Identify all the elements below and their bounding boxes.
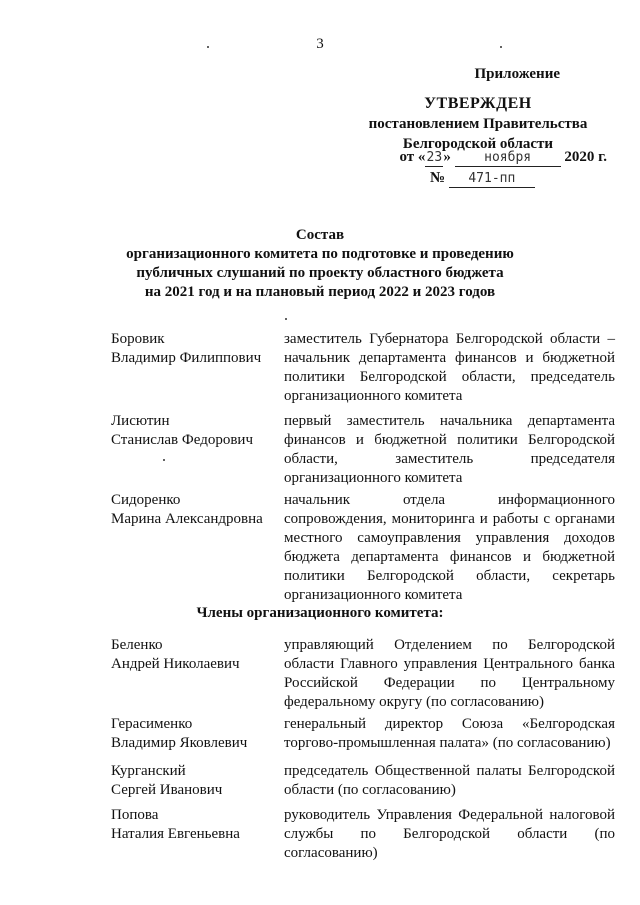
title-line: организационного комитета по подготовке и проведению bbox=[126, 246, 514, 262]
person-name bbox=[111, 806, 276, 844]
scan-speck bbox=[285, 318, 287, 320]
title-line: на 2021 год и на плановый период 2022 и 2023 годов bbox=[144, 284, 496, 300]
date-year: 2020 г. bbox=[564, 149, 607, 165]
scan-speck bbox=[207, 46, 209, 48]
number-value: 471-пп bbox=[449, 171, 535, 188]
date-close: » bbox=[443, 149, 451, 165]
given-names: Андрей Николаевич bbox=[111, 656, 240, 672]
person-role: первый заместитель начальника департамента финансов и бюджетной политики Белгородской области, заместитель председателя организационного комитета bbox=[284, 413, 615, 486]
person-name bbox=[111, 715, 276, 753]
person-role: руководитель Управления Федеральной налоговой службы по Белгородской области (по согласованию) bbox=[284, 807, 615, 861]
scan-speck bbox=[163, 459, 165, 461]
person-name bbox=[111, 412, 276, 450]
date-day: 23 bbox=[426, 150, 443, 165]
surname: Курганский bbox=[111, 763, 186, 779]
region-label: Белгородской области bbox=[402, 136, 554, 152]
person-role: заместитель Губернатора Белгородской области – начальник департамента финансов и бюджетной политики Белгородской области, председатель организационного комитета bbox=[284, 331, 615, 404]
decree-number bbox=[430, 170, 535, 188]
given-names: Владимир Яковлевич bbox=[111, 735, 248, 751]
surname: Беленко bbox=[111, 637, 163, 653]
person-role: председатель Общественной палаты Белгородской области (по согласованию) bbox=[284, 763, 615, 798]
title-line: Состав bbox=[295, 227, 345, 243]
appendix-label: Приложение bbox=[474, 66, 560, 82]
decree-date bbox=[399, 149, 607, 167]
scan-speck bbox=[500, 46, 502, 48]
document-title bbox=[0, 226, 640, 302]
person-role: генеральный директор Союза «Белгородская торгово-промышленная палата» (по согласованию) bbox=[284, 716, 615, 751]
page-number: 3 bbox=[316, 36, 324, 52]
given-names: Станислав Федорович bbox=[111, 432, 253, 448]
given-names: Марина Александровна bbox=[111, 511, 263, 527]
surname: Лисютин bbox=[111, 413, 170, 429]
given-names: Наталия Евгеньевна bbox=[111, 826, 240, 842]
given-names: Сергей Иванович bbox=[111, 782, 223, 798]
decree-label: постановлением Правительства bbox=[368, 116, 588, 132]
person-role: управляющий Отделением по Белгородской области Главного управления Центрального банка Российской Федерации по Центральному федеральному округу (по согласованию) bbox=[284, 637, 615, 710]
person-name bbox=[111, 491, 276, 529]
surname: Герасименко bbox=[111, 716, 193, 732]
members-heading: Члены организационного комитета: bbox=[196, 605, 444, 621]
given-names: Владимир Филиппович bbox=[111, 350, 262, 366]
number-prefix: № bbox=[430, 170, 446, 186]
surname: Боровик bbox=[111, 331, 165, 347]
person-name bbox=[111, 636, 276, 674]
approved-label: УТВЕРЖДЕН bbox=[424, 95, 532, 112]
date-month: ноября bbox=[455, 150, 561, 167]
person-name bbox=[111, 330, 276, 368]
date-prefix: от « bbox=[399, 149, 426, 165]
person-name bbox=[111, 762, 276, 800]
approval-stamp-block bbox=[348, 94, 608, 154]
title-line: публичных слушаний по проекту областного бюджета bbox=[136, 265, 504, 281]
person-role: начальник отдела информационного сопровождения, мониторинга и работы с органами местного самоуправления управления доходов бюджета департамента финансов и бюджетной политики Белгородской области, секретарь организационного комитета bbox=[284, 492, 615, 603]
surname: Попова bbox=[111, 807, 159, 823]
surname: Сидоренко bbox=[111, 492, 181, 508]
